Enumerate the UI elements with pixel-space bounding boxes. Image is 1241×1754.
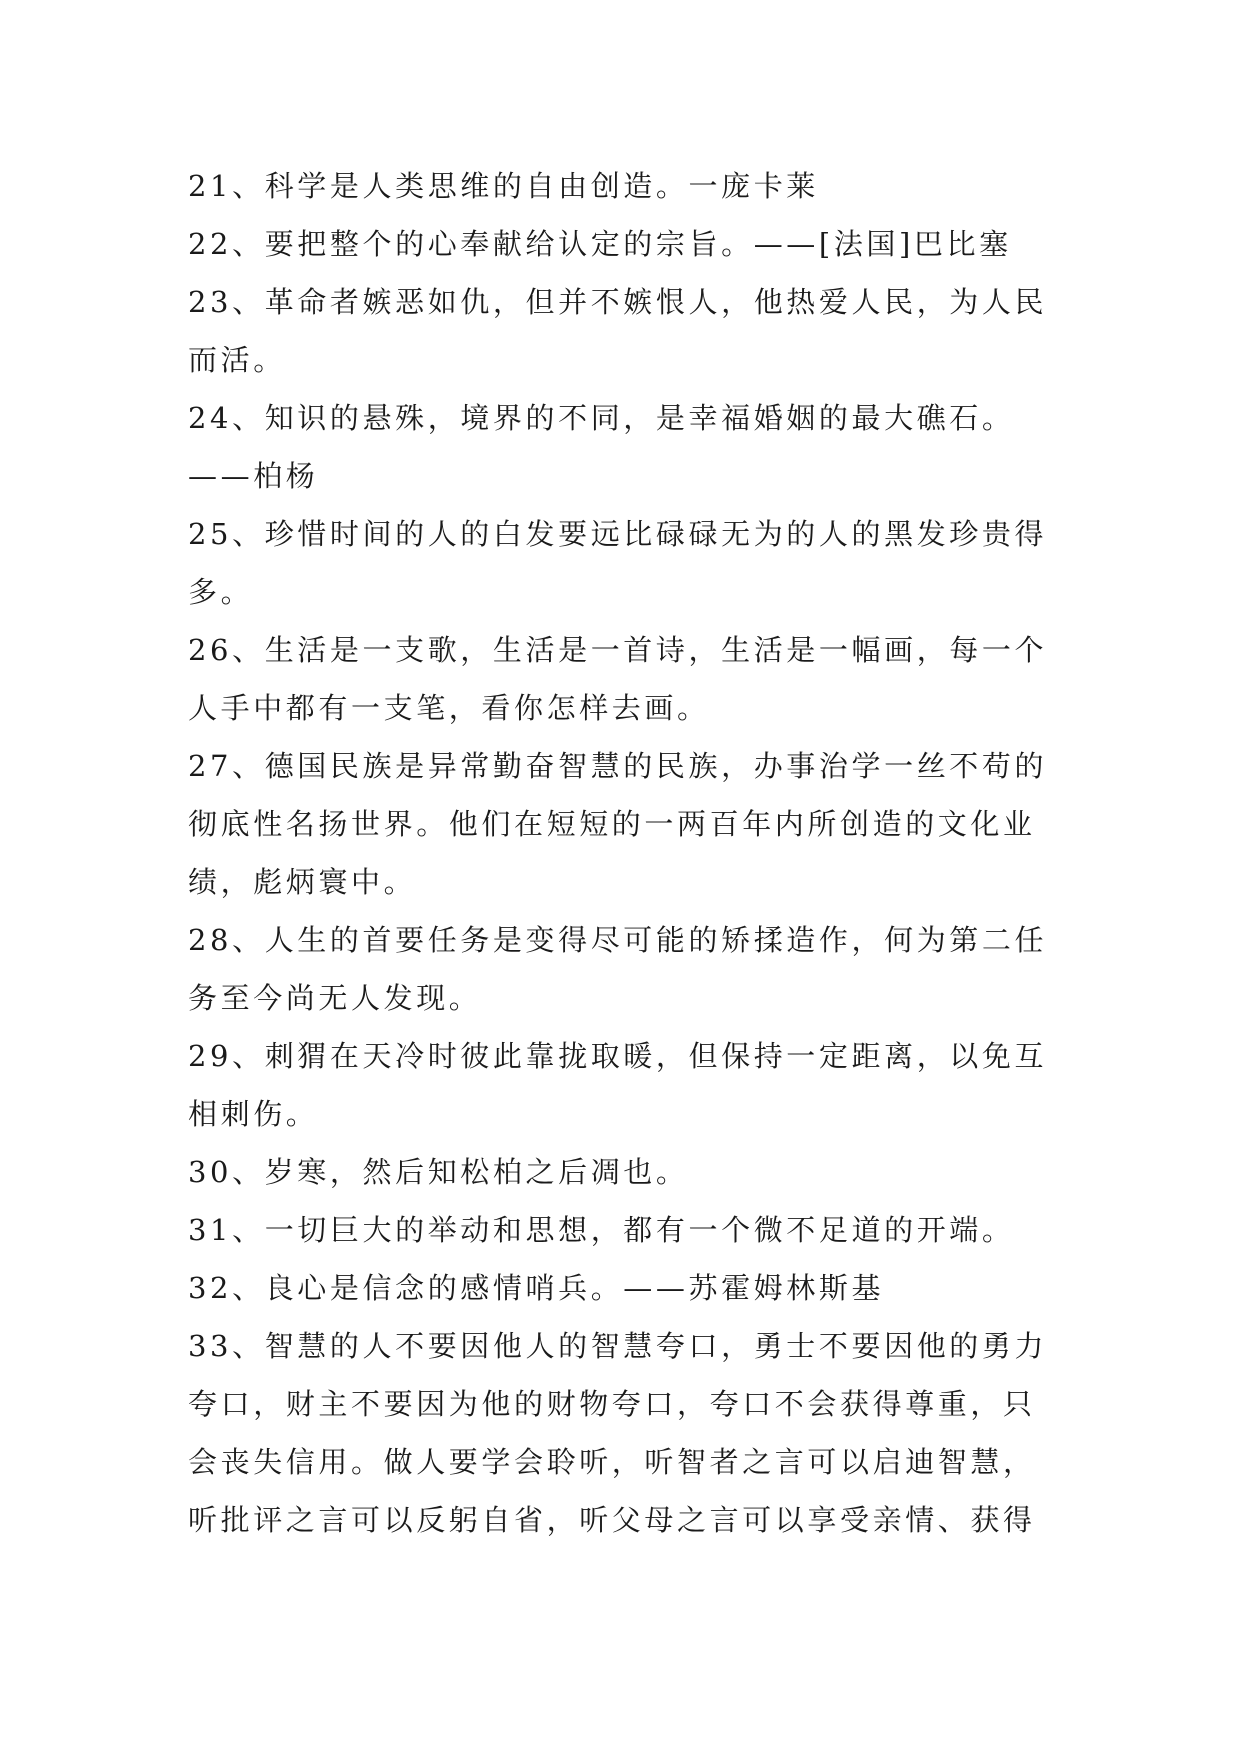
text-line: 务至今尚无人发现。 [188,981,482,1015]
text-line: 23、革命者嫉恶如仇，但并不嫉恨人，他热爱人民，为人民 [188,285,1048,319]
text-line: 夸口，财主不要因为他的财物夸口，夸口不会获得尊重，只 [188,1387,1036,1421]
text-line: 30、岁寒，然后知松柏之后凋也。 [188,1155,689,1189]
text-line: 29、刺猬在天冷时彼此靠拢取暖，但保持一定距离，以免互 [188,1039,1048,1073]
text-line: 28、人生的首要任务是变得尽可能的矫揉造作，何为第二任 [188,923,1048,957]
text-line: 25、珍惜时间的人的白发要远比碌碌无为的人的黑发珍贵得 [188,517,1048,551]
text-line: 多。 [188,575,254,609]
text-line: 人手中都有一支笔，看你怎样去画。 [188,691,710,725]
quote-list [188,157,1088,1549]
text-line: 相刺伤。 [188,1097,319,1131]
text-line: 听批评之言可以反躬自省，听父母之言可以享受亲情、获得 [188,1503,1036,1537]
text-line: 会丧失信用。做人要学会聆听，听智者之言可以启迪智慧， [188,1445,1036,1479]
text-line: 22、要把整个的心奉献给认定的宗旨。——[法国]巴比塞 [188,227,1012,261]
text-line: 33、智慧的人不要因他人的智慧夸口，勇士不要因他的勇力 [188,1329,1048,1363]
text-line: 21、科学是人类思维的自由创造。一庞卡莱 [188,169,819,203]
text-line: 31、一切巨大的举动和思想，都有一个微不足道的开端。 [188,1213,1015,1247]
text-line: 32、良心是信念的感情哨兵。——苏霍姆林斯基 [188,1271,885,1305]
text-line: 绩，彪炳寰中。 [188,865,417,899]
text-line: ——柏杨 [188,459,319,493]
text-line: 26、生活是一支歌，生活是一首诗，生活是一幅画，每一个 [188,633,1048,667]
text-line: 27、德国民族是异常勤奋智慧的民族，办事治学一丝不苟的 [188,749,1048,783]
text-line: 而活。 [188,343,286,377]
text-line: 彻底性名扬世界。他们在短短的一两百年内所创造的文化业 [188,807,1036,841]
text-line: 24、知识的悬殊，境界的不同，是幸福婚姻的最大礁石。 [188,401,1015,435]
